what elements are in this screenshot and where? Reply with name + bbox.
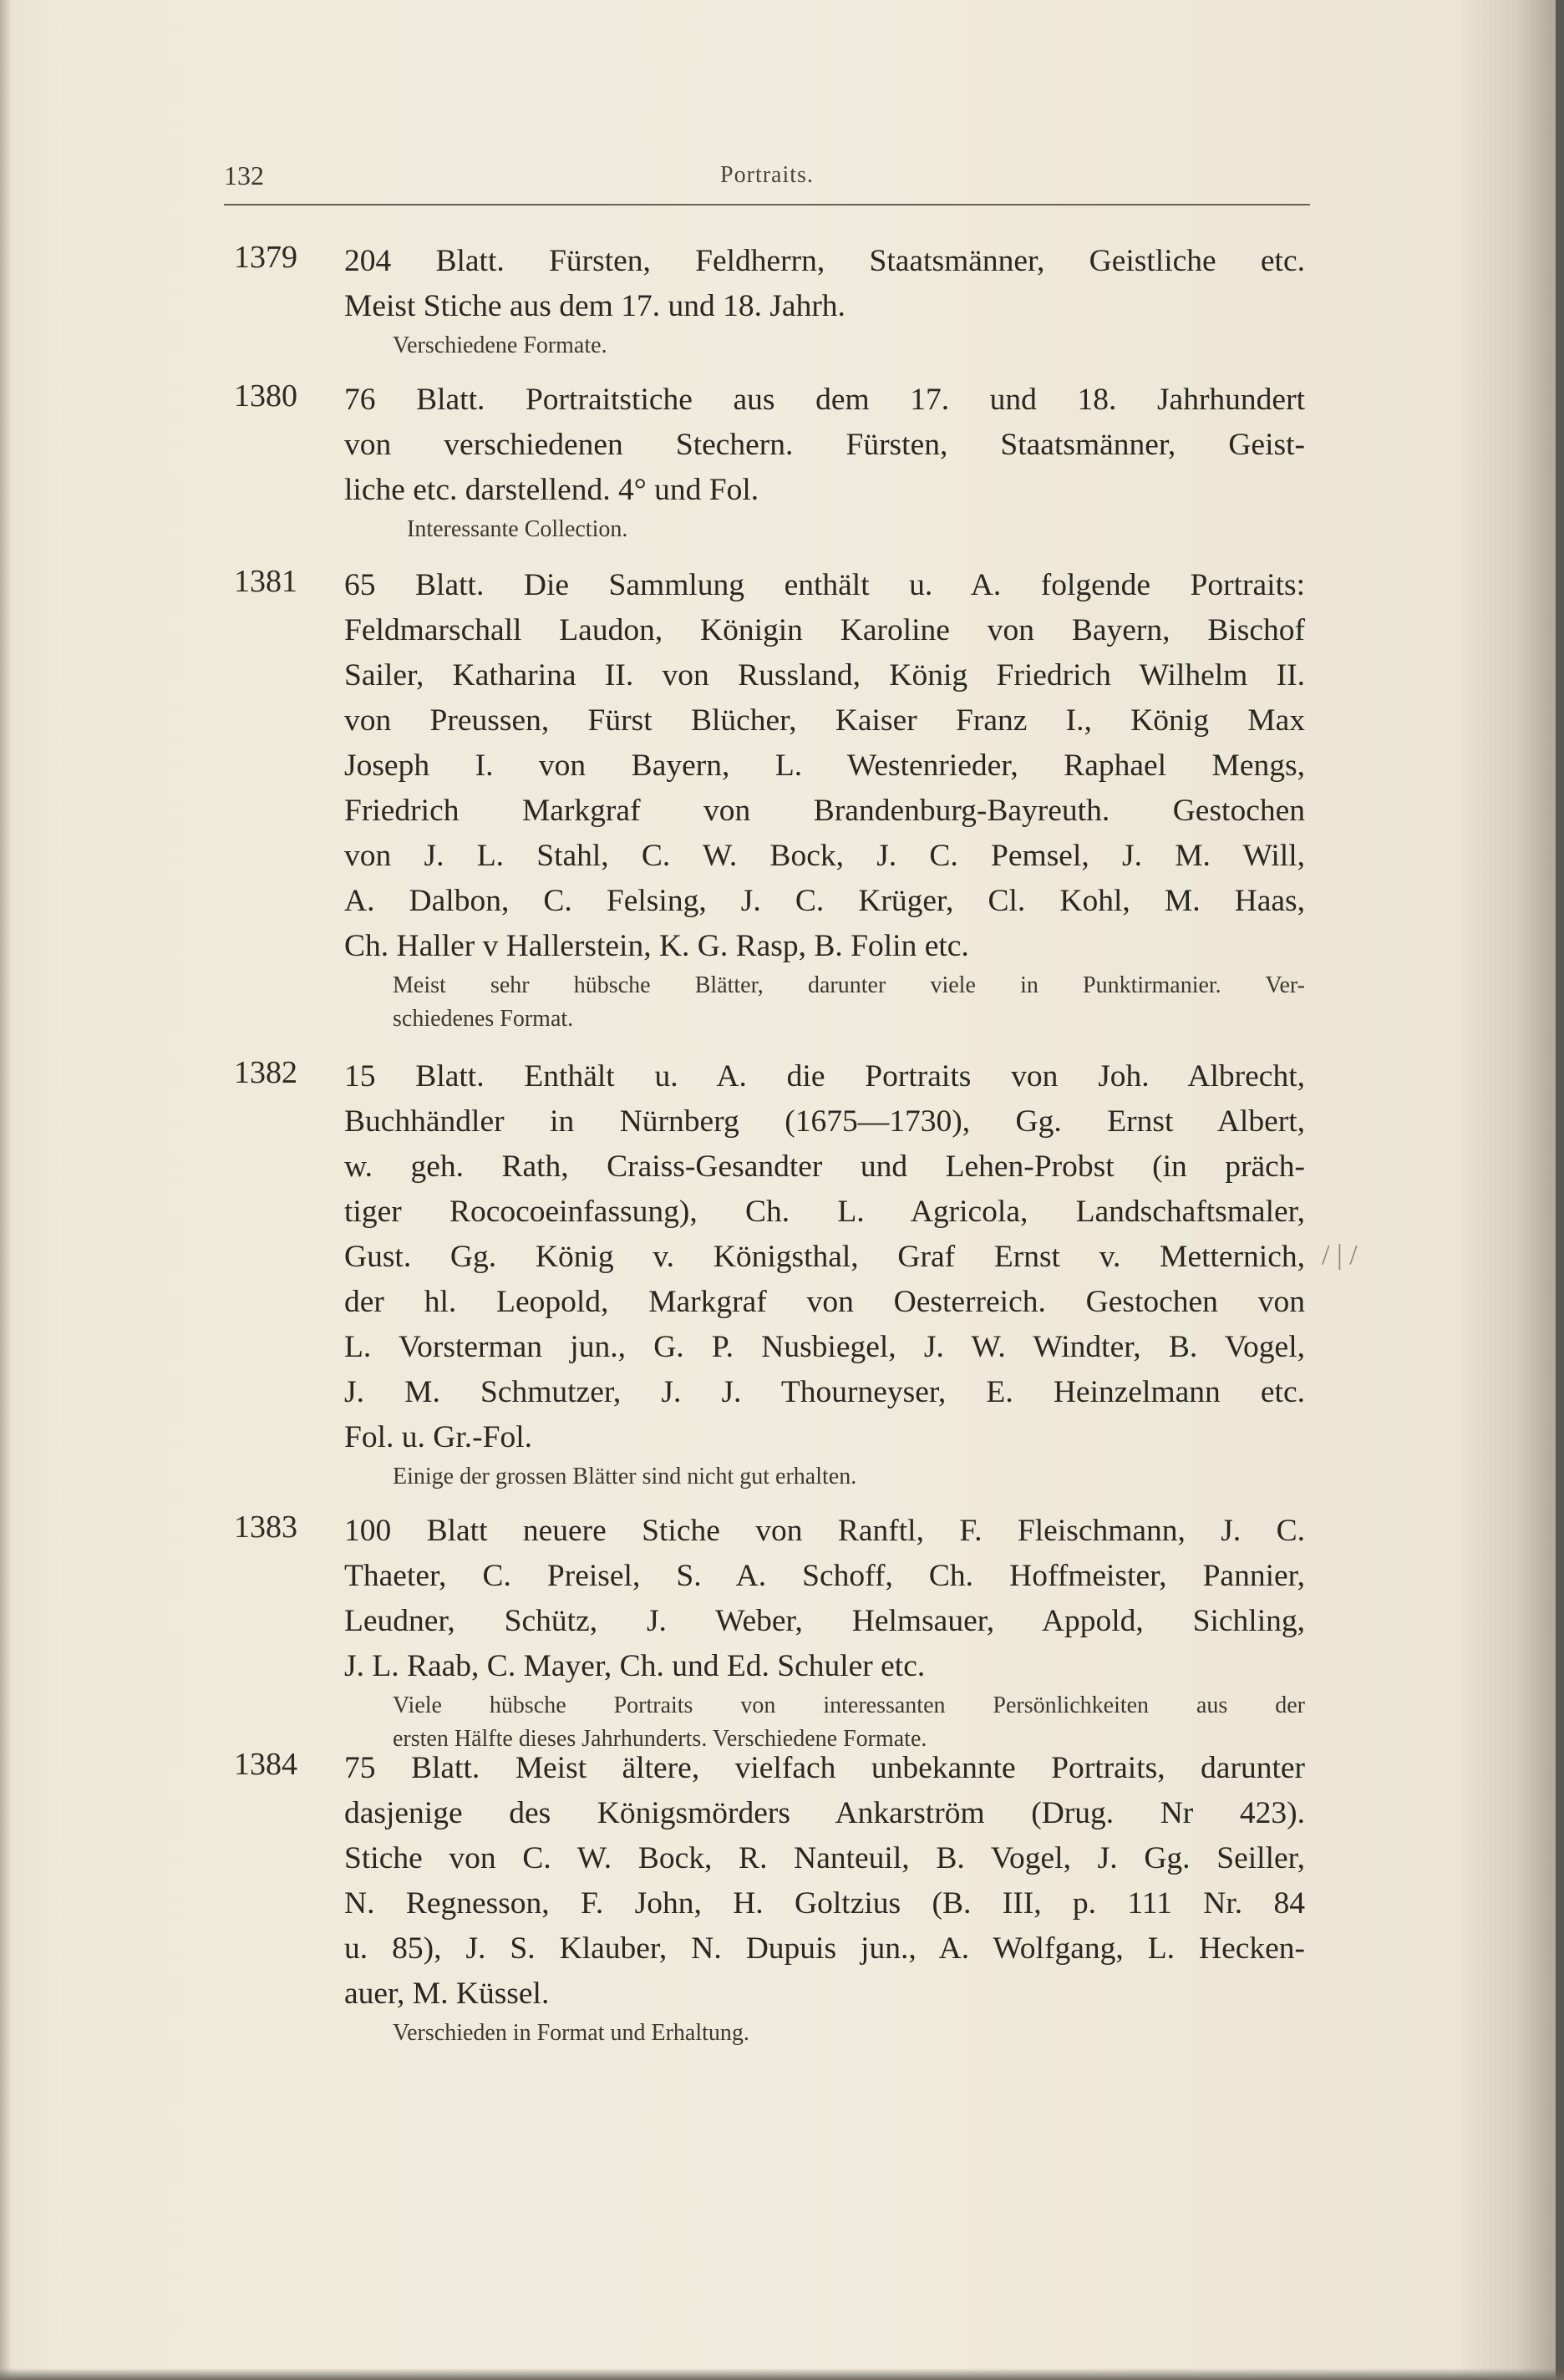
page-edge — [1556, 0, 1564, 2380]
entry-note: Viele hübsche Portraits von interessanten Persönlichkeiten aus der — [393, 1692, 1305, 1718]
entry-line: Buchhändler in Nürnberg (1675—1730), Gg. Ernst Albert, — [344, 1104, 1305, 1139]
entry-line: Ch. Haller v Hallerstein, K. G. Rasp, B. Folin etc. — [344, 929, 969, 963]
entry-note: ersten Hälfte dieses Jahrhunderts. Verschiedene Formate. — [393, 1726, 927, 1752]
header-rule — [224, 204, 1310, 206]
pencil-margin-mark: / | / — [1322, 1240, 1358, 1271]
entry-line: 15 Blatt. Enthält u. A. die Portraits von Joh. Albrecht, — [344, 1059, 1305, 1094]
entry-line: w. geh. Rath, Craiss-Gesandter und Lehen-Probst (in präch- — [344, 1149, 1305, 1184]
page-header — [224, 160, 1310, 207]
entry-line: 65 Blatt. Die Sammlung enthält u. A. folgende Portraits: — [344, 568, 1305, 602]
entry-text — [344, 563, 1305, 1036]
entry-line: 100 Blatt neuere Stiche von Ranftl, F. Fleischmann, J. C. — [344, 1514, 1305, 1548]
entry-line: Stiche von C. W. Bock, R. Nanteuil, B. Vogel, J. Gg. Seiller, — [344, 1841, 1305, 1875]
entry-line: Meist Stiche aus dem 17. und 18. Jahrh. — [344, 289, 845, 323]
entry-line: A. Dalbon, C. Felsing, J. C. Krüger, Cl. Kohl, M. Haas, — [344, 884, 1305, 918]
entry-line: Leudner, Schütz, J. Weber, Helmsauer, Appold, Sichling, — [344, 1604, 1305, 1638]
entry-text — [344, 1509, 1305, 1756]
entry-line: Sailer, Katharina II. von Russland, König Friedrich Wilhelm II. — [344, 658, 1305, 693]
entry-number: 1380 — [234, 378, 297, 414]
entry-line: auer, M. Küssel. — [344, 1977, 550, 2011]
entry-line: Gust. Gg. König v. Königsthal, Graf Ernst v. Metternich, — [344, 1240, 1305, 1274]
entry-line: 76 Blatt. Portraitstiche aus dem 17. und 18. Jahrhundert — [344, 383, 1305, 417]
running-head: Portraits. — [720, 162, 814, 188]
entry-line: J. L. Raab, C. Mayer, Ch. und Ed. Schuler etc. — [344, 1649, 926, 1683]
entry-line: der hl. Leopold, Markgraf von Oesterreich. Gestochen von — [344, 1285, 1305, 1319]
entry-line: N. Regnesson, F. John, H. Goltzius (B. III, p. 111 Nr. 84 — [344, 1886, 1305, 1921]
entry-note: Interessante Collection. — [407, 516, 628, 542]
entry-line: dasjenige des Königsmörders Ankarström (Drug. Nr 423). — [344, 1796, 1305, 1830]
entry-text — [344, 1746, 1305, 2050]
entry-note: Verschiedene Formate. — [393, 332, 607, 358]
entry-line: von J. L. Stahl, C. W. Bock, J. C. Pemsel, J. M. Will, — [344, 839, 1305, 873]
binding-shadow — [0, 0, 12, 2380]
entry-number: 1383 — [234, 1510, 297, 1545]
entry-line: von Preussen, Fürst Blücher, Kaiser Franz I., König Max — [344, 703, 1305, 738]
page-number: 132 — [224, 160, 264, 190]
entry-note: schiedenes Format. — [393, 1006, 574, 1032]
entry-text — [344, 1054, 1305, 1494]
entry-text — [344, 378, 1305, 546]
entry-note: Verschieden in Format und Erhaltung. — [393, 2020, 749, 2046]
entry-line: liche etc. darstellend. 4° und Fol. — [344, 473, 759, 507]
entry-line: 75 Blatt. Meist ältere, vielfach unbekannte Portraits, darunter — [344, 1751, 1305, 1785]
entry-line: von verschiedenen Stechern. Fürsten, Staatsmänner, Geist- — [344, 428, 1305, 462]
entry-line: L. Vorsterman jun., G. P. Nusbiegel, J. W. Windter, B. Vogel, — [344, 1330, 1305, 1364]
entry-number: 1382 — [234, 1055, 297, 1090]
entry-line: J. M. Schmutzer, J. J. Thourneyser, E. Heinzelmann etc. — [344, 1375, 1305, 1409]
entry-number: 1379 — [234, 240, 297, 275]
entry-line: Thaeter, C. Preisel, S. A. Schoff, Ch. Hoffmeister, Pannier, — [344, 1559, 1305, 1593]
entry-number: 1384 — [234, 1747, 297, 1782]
page-bottom-edge — [0, 2368, 1564, 2380]
entry-number: 1381 — [234, 564, 297, 599]
entry-line: 204 Blatt. Fürsten, Feldherrn, Staatsmänner, Geistliche etc. — [344, 244, 1305, 278]
entry-line: Friedrich Markgraf von Brandenburg-Bayreuth. Gestochen — [344, 794, 1305, 828]
entry-text — [344, 239, 1305, 363]
entry-line: Joseph I. von Bayern, L. Westenrieder, Raphael Mengs, — [344, 749, 1305, 783]
entry-line: Feldmarschall Laudon, Königin Karoline von Bayern, Bischof — [344, 613, 1305, 647]
entry-line: tiger Rococoeinfassung), Ch. L. Agricola, Landschaftsmaler, — [344, 1195, 1305, 1229]
entry-line: u. 85), J. S. Klauber, N. Dupuis jun., A. Wolfgang, L. Hecken- — [344, 1931, 1305, 1966]
entry-line: Fol. u. Gr.-Fol. — [344, 1420, 533, 1454]
entry-note: Einige der grossen Blätter sind nicht gut erhalten. — [393, 1464, 857, 1489]
entry-note: Meist sehr hübsche Blätter, darunter viele in Punktirmanier. Ver- — [393, 972, 1305, 998]
